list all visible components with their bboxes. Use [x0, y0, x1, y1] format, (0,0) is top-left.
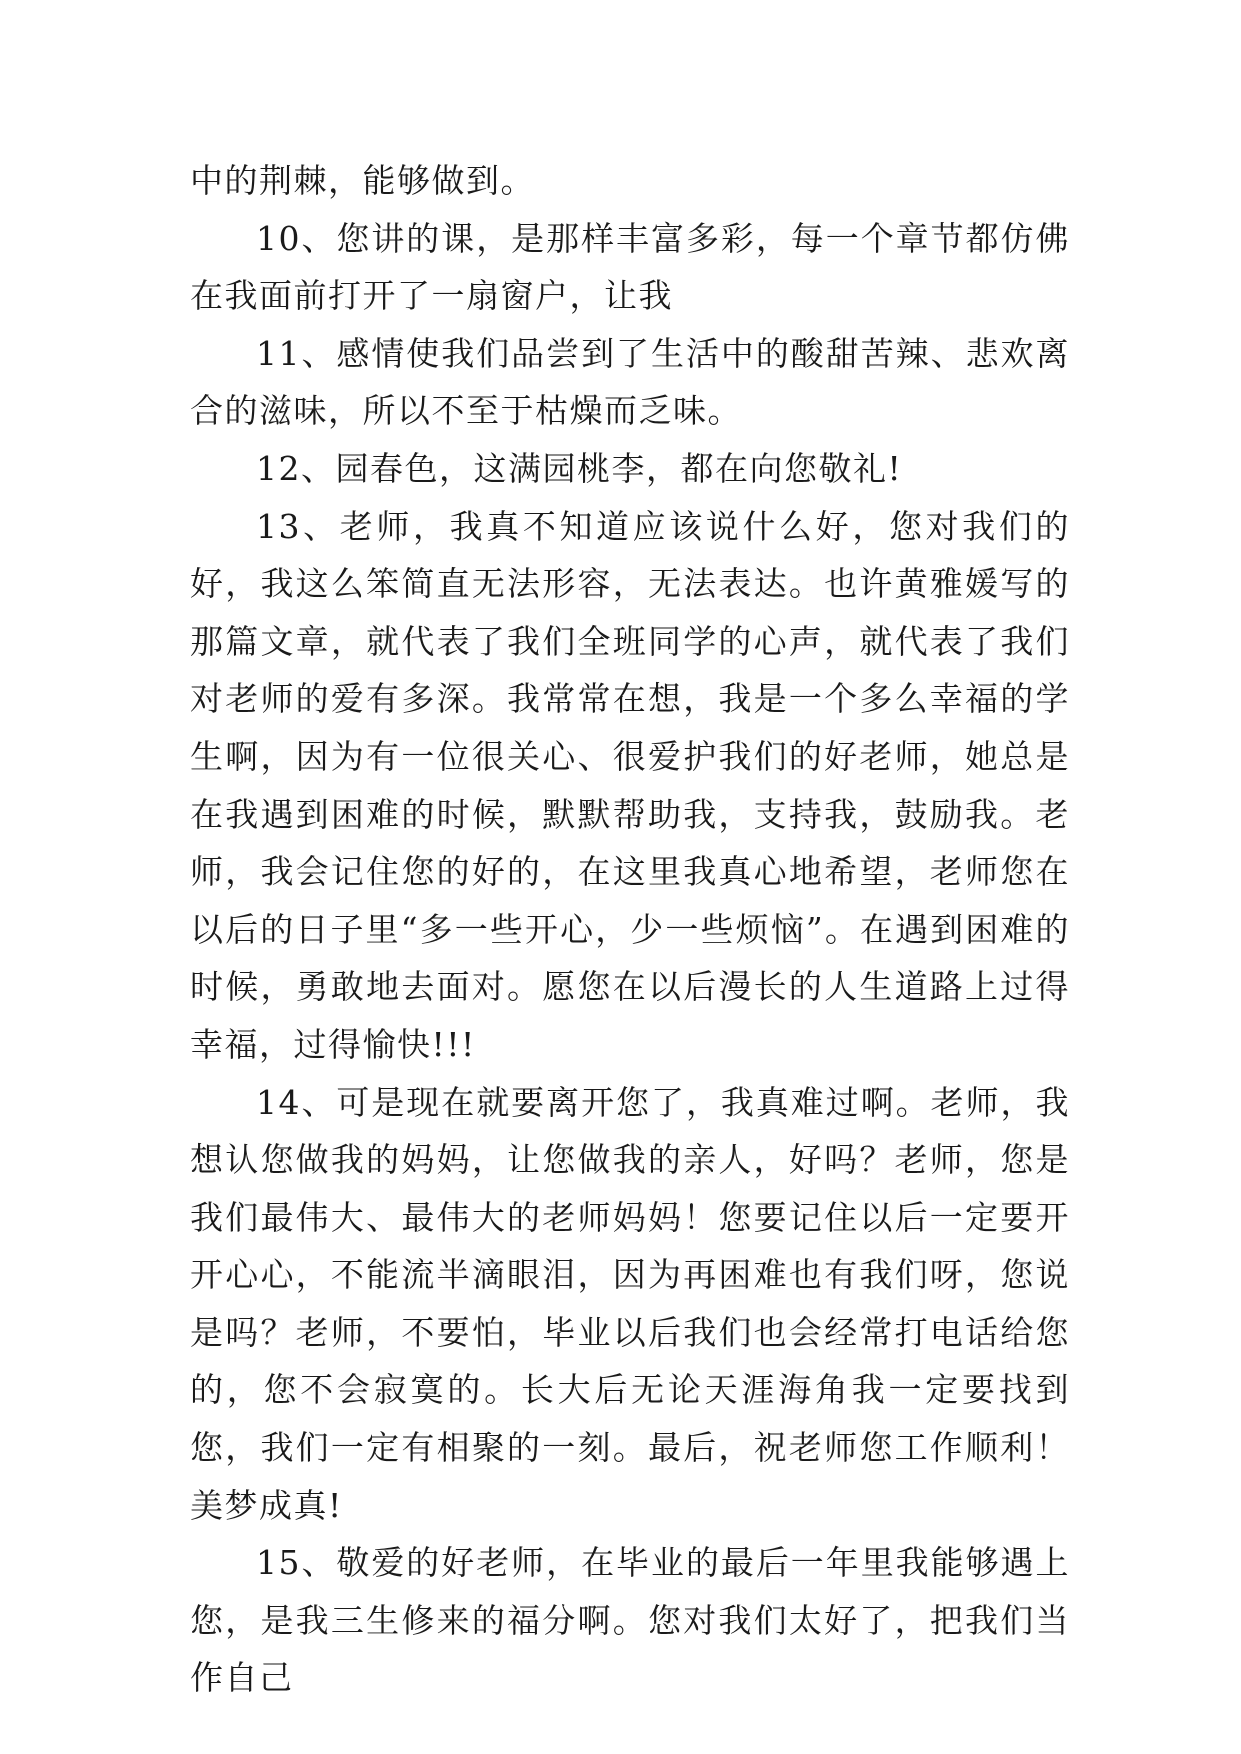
paragraph-10: 10、您讲的课，是那样丰富多彩，每一个章节都仿佛在我面前打开了一扇窗户，让我: [190, 218, 1070, 316]
paragraph-11: 11、感情使我们品尝到了生活中的酸甜苦辣、悲欢离合的滋味，所以不至于枯燥而乏味。: [190, 333, 1070, 431]
paragraph-13: 13、老师，我真不知道应该说什么好，您对我们的好，我这么笨简直无法形容，无法表达。也许黄雅媛写的那篇文章，就代表了我们全班同学的心声，就代表了我们对老师的爱有多深。我常常在想，我是一个多么幸福的学生啊，因为有一位很关心、很爱护我们的好老师，她总是在我遇到困难的时候，默默帮助我，支持我，鼓励我。老师，我会记住您的好的，在这里我真心地希望，老师您在以后的日子里“多一些开心，少一些烦恼”。在遇到困难的时候，勇敢地去面对。愿您在以后漫长的人生道路上过得幸福，过得愉快!!!: [190, 506, 1070, 1064]
paragraph-14: 14、可是现在就要离开您了，我真难过啊。老师，我想认您做我的妈妈，让您做我的亲人，好吗？老师，您是我们最伟大、最伟大的老师妈妈！您要记住以后一定要开开心心，不能流半滴眼泪，因为再困难也有我们呀，您说是吗？老师，不要怕，毕业以后我们也会经常打电话给您的，您不会寂寞的。长大后无论天涯海角我一定要找到您，我们一定有相聚的一刻。最后，祝老师您工作顺利！美梦成真!: [190, 1082, 1070, 1525]
document-body: [190, 152, 1070, 1707]
paragraph-12: 12、园春色，这满园桃李，都在向您敬礼!: [256, 448, 903, 488]
paragraph-continuation: 中的荆棘，能够做到。: [190, 161, 535, 200]
paragraph-15: 15、敬爱的好老师，在毕业的最后一年里我能够遇上您，是我三生修来的福分啊。您对我们太好了，把我们当作自己: [190, 1543, 1070, 1698]
